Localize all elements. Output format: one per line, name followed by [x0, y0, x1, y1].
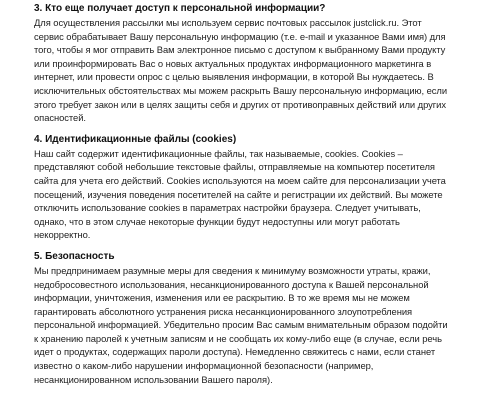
paragraph-line: сервис обрабатывает Вашу персональную информацию (т.е. e-mail и указанное Вами имя) для: [34, 30, 446, 42]
paragraph-line: гарантировать абсолютного устранения риска несанкционированного злоупотребления: [34, 305, 413, 317]
paragraph-line: однако, что в этом случае некоторые функции будут недоступны или могут работать: [34, 215, 400, 227]
paragraph-line: этого требует закон или в целях защиты себя и других от противоправных действий или других: [34, 98, 446, 110]
paragraph-line: к хранению паролей к учетным записям и не сообщать их кому-либо еще (в случае, если речь: [34, 332, 442, 344]
paragraph-line: несанкционированном использовании Вашего пароля).: [34, 373, 273, 385]
paragraph-line: посещений, изучения поведения посетителей на сайте и регистрации их действий. Вы можете: [34, 188, 443, 200]
paragraph-line: исключительных обстоятельствах мы можем раскрыть Вашу персональную информацию, если: [34, 84, 448, 96]
section-third-party-access: [34, 2, 470, 125]
paragraph-line: известно о каком-либо нарушении информационной безопасности (например,: [34, 360, 374, 372]
paragraph-line: персональной информацией. Убедительно просим Вас самым внимательным образом подойти: [34, 319, 448, 331]
paragraph-line: или проинформировать Вас о новых актуальных продуктах информационного маркетинга в: [34, 57, 432, 69]
paragraph-line: Наш сайт содержит идентификационные файлы, так называемые, cookies. Cookies –: [34, 147, 403, 159]
paragraph-line: идет о продуктах, содержащих пароли доступа). Немедленно свяжитесь с нами, если станет: [34, 346, 436, 358]
paragraph-line: некорректно.: [34, 229, 91, 241]
paragraph-line: сайта для учета его действий. Cookies используются на моем сайте для персонализации учета: [34, 174, 446, 186]
paragraph-line: опасностей.: [34, 112, 86, 124]
paragraph-line: отключить использование cookies в параметрах настройки браузера. Следует учитывать,: [34, 202, 421, 214]
paragraph-line: Мы предпринимаем разумные меры для сведения к минимуму возможности утраты, кражи,: [34, 264, 431, 276]
paragraph-line: недобросовестного использования, несанкционированного доступа к Вашей персональной: [34, 278, 429, 290]
paragraph-line: Для осуществления рассылки мы используем сервис почтовых рассылок justclick.ru. Этот: [34, 17, 422, 28]
section-security: [34, 250, 470, 386]
section-heading: 3. Кто еще получает доступ к персональной информации?: [34, 3, 326, 14]
paragraph-line: интернет, или провести опрос с целью выявления информации, в которой Вы нуждаетесь. В: [34, 71, 434, 83]
paragraph-line: информации, уничтожения, изменения или ее раскрытию. В то же время мы не можем: [34, 292, 410, 304]
section-cookies: [34, 133, 470, 242]
section-heading: 5. Безопасность: [34, 250, 115, 262]
section-heading: 4. Идентификационные файлы (cookies): [34, 133, 237, 145]
paragraph-line: представляют собой небольшие текстовые файлы, отправляемые на компьютер посетителя: [34, 161, 435, 173]
paragraph-line: того, чтобы я мог отправить Вам электронное письмо с доступом к выбранному Вами продукту: [34, 44, 446, 56]
